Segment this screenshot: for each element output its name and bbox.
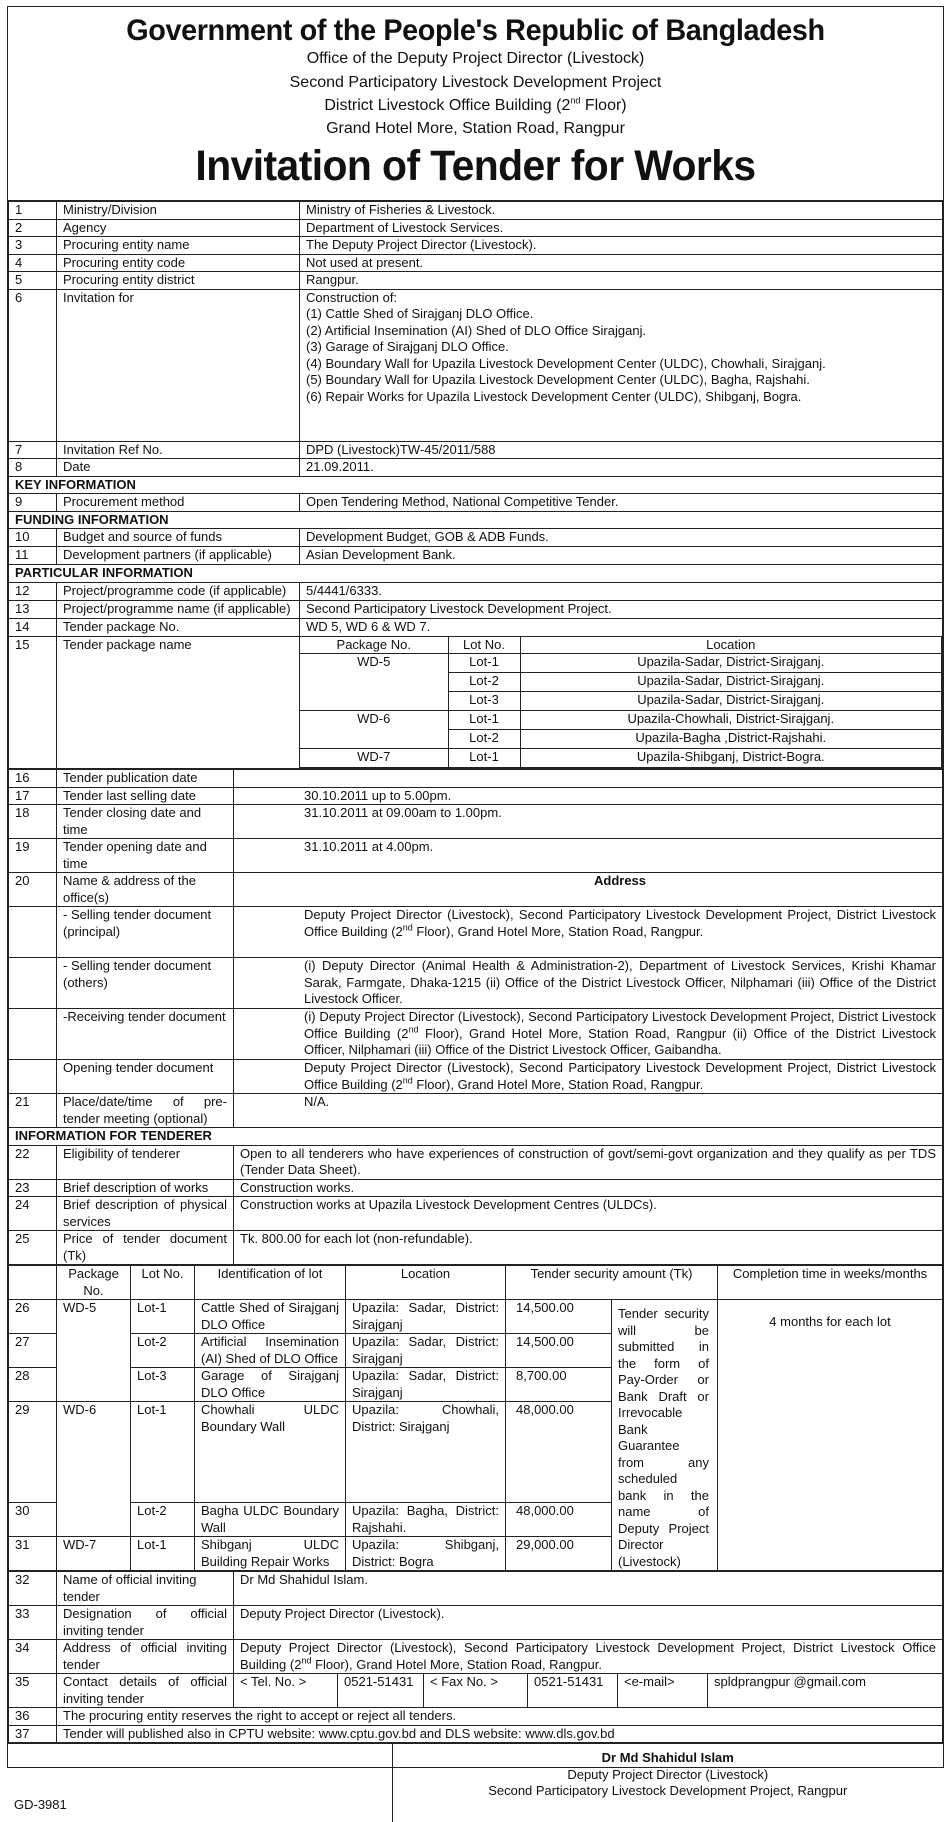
table-row [9,582,943,600]
lot-location: Upazila: Sadar, District: Sirajganj [346,1334,506,1368]
signatory-name: Dr Md Shahidul Islam [601,1750,734,1765]
row-number: 4 [9,254,57,272]
address-header: Address [234,873,943,907]
security-note: Tender security will be submitted in the form of Pay-Order or Bank Draft or Irrevocable Bank Guarantee from any scheduled bank in the name of Deputy Project Director (Livestock) [612,1300,718,1571]
row-value: 21.09.2011. [300,459,943,477]
header-location: Location [346,1266,506,1300]
row-number: 10 [9,529,57,547]
invitation-item: (3) Garage of Sirajganj DLO Office. [306,339,509,354]
office-address: (i) Deputy Director (Animal Health & Administration-2), Department of Livestock Services, Krishi Khamar Sarak, Farmgate, Dhaka-1215 (ii) Office of the District Livestock Officer, Nilphamari (iii) Office of the District Livestock Officer. [234,958,943,1009]
footer-table [8,1743,943,1822]
email-address: spldprangpur @gmail.com [708,1674,943,1708]
row-value: 5/4441/6333. [300,582,943,600]
info-table-top [8,201,943,769]
row-label: Tender publication date [57,770,234,788]
row-label: Agency [57,219,300,237]
lot-location: Upazila-Sadar, District-Sirajganj. [520,692,942,711]
official-address-row [9,1640,943,1674]
row-number: 22 [9,1145,57,1179]
package-lot-row [300,711,942,730]
lot-no: Lot-3 [131,1368,195,1402]
email-label: <e-mail> [618,1674,708,1708]
lot-location: Upazila: Bagha, District: Rajshahi. [346,1503,506,1537]
row-label: Project/programme name (if applicable) [57,600,300,618]
table-row [9,441,943,459]
lot-identification: Chowhali ULDC Boundary Wall [195,1402,346,1503]
fax-label: < Fax No. > [424,1674,528,1708]
row-label: Eligibility of tenderer [57,1145,234,1179]
tender-package-row [9,636,943,769]
package-no: WD-6 [57,1402,131,1537]
row-value: Construction works at Upazila Livestock Development Centres (ULDCs). [234,1197,943,1231]
lot-no: Lot-1 [131,1537,195,1571]
tel-number: 0521-51431 [338,1674,424,1708]
package-table-header [300,637,942,654]
row-number: 7 [9,441,57,459]
row-number: 21 [9,1094,57,1128]
row-number: 29 [9,1402,57,1503]
tenderer-row [9,1231,943,1265]
date-row [9,805,943,839]
table-row [9,237,943,255]
row-number: 33 [9,1606,57,1640]
row-number [9,958,57,1009]
security-amount: 29,000.00 [506,1537,612,1571]
header-lot-no: Lot No. [448,637,520,654]
completion-time: 4 months for each lot [718,1300,943,1571]
row-value: Construction works. [234,1179,943,1197]
notice-title: Invitation of Tender for Works [195,141,756,190]
row-number: 17 [9,787,57,805]
row-value: Tender will published also in CPTU website: www.cptu.gov.bd and DLS website: www.dls.gov.bd [57,1725,943,1743]
row-label: Tender last selling date [57,787,234,805]
lots-table [8,1265,943,1571]
row-value: DPD (Livestock)TW-45/2011/588 [300,441,943,459]
row-value: Open Tendering Method, National Competitive Tender. [300,494,943,512]
row-value: The Deputy Project Director (Livestock). [300,237,943,255]
row-number: 3 [9,237,57,255]
package-table [300,637,942,769]
row-value: Open to all tenderers who have experiences of construction of govt/semi-govt organization and they qualify as per TDS (Tender Data Sheet). [234,1145,943,1179]
pre-tender-meeting-row [9,1094,943,1128]
row-value: N/A. [234,1094,943,1128]
row-number: 37 [9,1725,57,1743]
tenderer-row [9,1197,943,1231]
government-title: Government of the People's Republic of Bangladesh [126,14,825,47]
row-label: Brief description of physical services [57,1197,234,1231]
office-address-row [9,958,943,1009]
row-label: Ministry/Division [57,202,300,220]
invitation-list [300,289,943,441]
row-number: 12 [9,582,57,600]
row-number [9,1009,57,1060]
lot-no: Lot-2 [131,1503,195,1537]
row-label: Project/programme code (if applicable) [57,582,300,600]
office-address: (i) Deputy Project Director (Livestock), Second Participatory Livestock Development Project, District Livestock Office Building (2nd Floor), Grand Hotel More, Station Road, Rangpur (ii) Office of the District Livestock Officer, Nilphamari (iii) Office of the District Livestock Officer, Gaibandha. [234,1009,943,1060]
table-row [9,202,943,220]
info-table-bottom [8,1571,943,1743]
row-number: 14 [9,618,57,636]
row-number: 2 [9,219,57,237]
row-number: 27 [9,1334,57,1368]
information-for-tenderer [9,1128,943,1146]
row-label: Tender opening date and time [57,839,234,873]
header-completion-time: Completion time in weeks/months [718,1266,943,1300]
row-label: Place/date/time of pre-tender meeting (optional) [57,1094,234,1128]
security-amount: 48,000.00 [506,1402,612,1503]
package-table-cell [300,636,943,769]
lot-no: Lot-1 [448,711,520,730]
package-lot-row [300,749,942,768]
lot-location: Upazila-Shibganj, District-Bogra. [520,749,942,768]
package-no: WD-5 [57,1300,131,1402]
row-number [9,1060,57,1094]
row-label: Price of tender document (Tk) [57,1231,234,1265]
office-address-header [9,873,943,907]
row-label: Name of official inviting tender [57,1572,234,1606]
row-value [234,770,943,788]
row-label: Tender closing date and time [57,805,234,839]
security-amount: 14,500.00 [506,1300,612,1334]
row-value: Not used at present. [300,254,943,272]
row-number: 8 [9,459,57,477]
package-lot-row [300,654,942,673]
table-row [9,529,943,547]
row-number: 6 [9,289,57,441]
funding-information [9,511,943,529]
row-number: 13 [9,600,57,618]
header-identification: Identification of lot [195,1266,346,1300]
address-line: Grand Hotel More, Station Road, Rangpur [326,120,625,138]
invitation-item: (1) Cattle Shed of Sirajganj DLO Office. [306,306,534,321]
header-security-amount: Tender security amount (Tk) [506,1266,718,1300]
particular-information-title: PARTICULAR INFORMATION [9,565,943,583]
package-no: WD-6 [300,711,448,749]
package-no: WD-7 [300,749,448,768]
row-value: Asian Development Bank. [300,547,943,565]
row-number [9,907,57,958]
row-number: 36 [9,1708,57,1726]
row-value: WD 5, WD 6 & WD 7. [300,618,943,636]
info-table-mid [8,769,943,1265]
lot-no: Lot-1 [131,1300,195,1334]
row-label: Procuring entity name [57,237,300,255]
tender-notice [7,6,944,1812]
funding-information-title: FUNDING INFORMATION [9,511,943,529]
row-label: Invitation Ref No. [57,441,300,459]
row-number: 26 [9,1300,57,1334]
lot-no: Lot-2 [131,1334,195,1368]
lot-location: Upazila: Shibganj, District: Bogra [346,1537,506,1571]
row-number: 16 [9,770,57,788]
row-label: Procuring entity code [57,254,300,272]
invitation-item: Construction of: [306,289,398,305]
row-label: - Selling tender document (principal) [57,907,234,958]
header-blank [9,1266,57,1300]
row-value: Tk. 800.00 for each lot (non-refundable). [234,1231,943,1265]
row-number: 18 [9,805,57,839]
notice-header [8,7,943,201]
row-number: 24 [9,1197,57,1231]
table-row [9,219,943,237]
row-number: 11 [9,547,57,565]
office-address: Deputy Project Director (Livestock), Second Participatory Livestock Development Project, District Livestock Office Building (2nd Floor), Grand Hotel More, Station Road, Rangpur. [234,907,943,958]
lot-no: Lot-3 [448,692,520,711]
lot-identification: Garage of Sirajganj DLO Office [195,1368,346,1402]
row-value: Second Participatory Livestock Development Project. [300,600,943,618]
table-row [9,272,943,290]
row-number: 28 [9,1368,57,1402]
row-label: Opening tender document [57,1060,234,1094]
official-name-row [9,1572,943,1606]
security-amount: 48,000.00 [506,1503,612,1537]
lot-no: Lot-2 [448,730,520,749]
table-row [9,618,943,636]
row-label: Development partners (if applicable) [57,547,300,565]
lot-no: Lot-1 [448,749,520,768]
table-row [9,600,943,618]
signature-block [392,1744,943,1822]
project-line: Second Participatory Livestock Development Project [289,73,662,91]
publication-row [9,1725,943,1743]
lot-location: Upazila-Chowhali, District-Sirajganj. [520,711,942,730]
tenderer-row [9,1145,943,1179]
table-row [9,547,943,565]
lot-no: Lot-2 [448,673,520,692]
row-label: -Receiving tender document [57,1009,234,1060]
invitation-item: (2) Artificial Insemination (AI) Shed of DLO Office Sirajganj. [306,322,647,338]
office-line: Office of the Deputy Project Director (Livestock) [306,50,645,68]
row-value: Rangpur. [300,272,943,290]
row-label: - Selling tender document (others) [57,958,234,1009]
row-label: Budget and source of funds [57,529,300,547]
row-number: 19 [9,839,57,873]
row-label: Address of official inviting tender [57,1640,234,1674]
office-address-row [9,907,943,958]
row-number: 32 [9,1572,57,1606]
row-value: Deputy Project Director (Livestock), Second Participatory Livestock Development Project, District Livestock Office Building (2nd Floor), Grand Hotel More, Station Road, Rangpur. [234,1640,943,1674]
lot-no: Lot-1 [131,1402,195,1503]
row-value: Deputy Project Director (Livestock). [234,1606,943,1640]
row-label: Date [57,459,300,477]
key-information-title: KEY INFORMATION [9,476,943,494]
fax-number: 0521-51431 [528,1674,618,1708]
row-number: 1 [9,202,57,220]
row-value: 31.10.2011 at 4.00pm. [234,839,943,873]
header-lot-no: Lot No. [131,1266,195,1300]
lot-location: Upazila-Bagha ,District-Rajshahi. [520,730,942,749]
date-row [9,839,943,873]
row-label: Designation of official inviting tender [57,1606,234,1640]
row-label: Brief description of works [57,1179,234,1197]
signatory-project: Second Participatory Livestock Development Project, Rangpur [488,1783,848,1798]
row-number: 5 [9,272,57,290]
invitation-item: (5) Boundary Wall for Upazila Livestock Development Center (ULDC), Bagha, Rajshahi. [306,372,810,387]
table-row [9,459,943,477]
table-row [9,494,943,512]
lot-identification: Artificial Insemination (AI) Shed of DLO Office [195,1334,346,1368]
building-line: District Livestock Office Building (2nd Floor) [324,95,627,115]
signature-row [8,1744,943,1822]
gd-code: GD-3981 [8,1744,392,1822]
row-value: Department of Livestock Services. [300,219,943,237]
lot-location: Upazila: Sadar, District: Sirajganj [346,1368,506,1402]
row-label: Tender package No. [57,618,300,636]
lot-identification: Cattle Shed of Sirajganj DLO Office [195,1300,346,1334]
particular-information [9,565,943,583]
invitation-item: (4) Boundary Wall for Upazila Livestock Development Center (ULDC), Chowhali, Sirajganj. [306,355,826,371]
security-amount: 14,500.00 [506,1334,612,1368]
lot-location: Upazila-Sadar, District-Sirajganj. [520,654,942,673]
header-location: Location [520,637,942,654]
row-value: Ministry of Fisheries & Livestock. [300,202,943,220]
row-number: 25 [9,1231,57,1265]
row-value: 31.10.2011 at 09.00am to 1.00pm. [234,805,943,839]
contact-details-row [9,1674,943,1708]
security-amount: 8,700.00 [506,1368,612,1402]
table-row [9,254,943,272]
lots-table-header [9,1266,943,1300]
row-label: Tender package name [57,636,300,769]
information-for-tenderer-title: INFORMATION FOR TENDERER [9,1128,943,1146]
lot-no: Lot-1 [448,654,520,673]
lot-identification: Shibganj ULDC Building Repair Works [195,1537,346,1571]
header-package-no: Package No. [300,637,448,654]
invitation-item: (6) Repair Works for Upazila Livestock Development Center (ULDC), Shibganj, Bogra. [306,388,802,404]
row-number: 23 [9,1179,57,1197]
lot-location: Upazila: Chowhali, District: Sirajganj [346,1402,506,1503]
tenderer-row [9,1179,943,1197]
tel-label: < Tel. No. > [234,1674,338,1708]
row-number: 31 [9,1537,57,1571]
row-value: The procuring entity reserves the right to accept or reject all tenders. [57,1708,943,1726]
row-number: 20 [9,873,57,907]
row-label: Name & address of the office(s) [57,873,234,907]
signatory-designation: Deputy Project Director (Livestock) [567,1766,769,1782]
office-address: Deputy Project Director (Livestock), Second Participatory Livestock Development Project, District Livestock Office Building (2nd Floor), Grand Hotel More, Station Road, Rangpur. [234,1060,943,1094]
lot-row [9,1300,943,1334]
package-no: WD-7 [57,1537,131,1571]
row-number: 30 [9,1503,57,1537]
office-address-row [9,1009,943,1060]
lot-identification: Bagha ULDC Boundary Wall [195,1503,346,1537]
row-label: Contact details of official inviting tender [57,1674,234,1708]
row-value: 30.10.2011 up to 5.00pm. [234,787,943,805]
row-label: Procurement method [57,494,300,512]
row-value: Dr Md Shahidul Islam. [234,1572,943,1606]
row-number: 15 [9,636,57,769]
row-label: Procuring entity district [57,272,300,290]
reserve-rights-row [9,1708,943,1726]
row-number: 9 [9,494,57,512]
row-number: 35 [9,1674,57,1708]
lot-location: Upazila: Sadar, District: Sirajganj [346,1300,506,1334]
lot-location: Upazila-Sadar, District-Sirajganj. [520,673,942,692]
row-number: 34 [9,1640,57,1674]
package-no: WD-5 [300,654,448,711]
invitation-row [9,289,943,441]
date-row [9,770,943,788]
office-address-row [9,1060,943,1094]
row-value: Development Budget, GOB & ADB Funds. [300,529,943,547]
key-information [9,476,943,494]
official-designation-row [9,1606,943,1640]
row-label: Invitation for [57,289,300,441]
date-row [9,787,943,805]
header-package-no: Package No. [57,1266,131,1300]
